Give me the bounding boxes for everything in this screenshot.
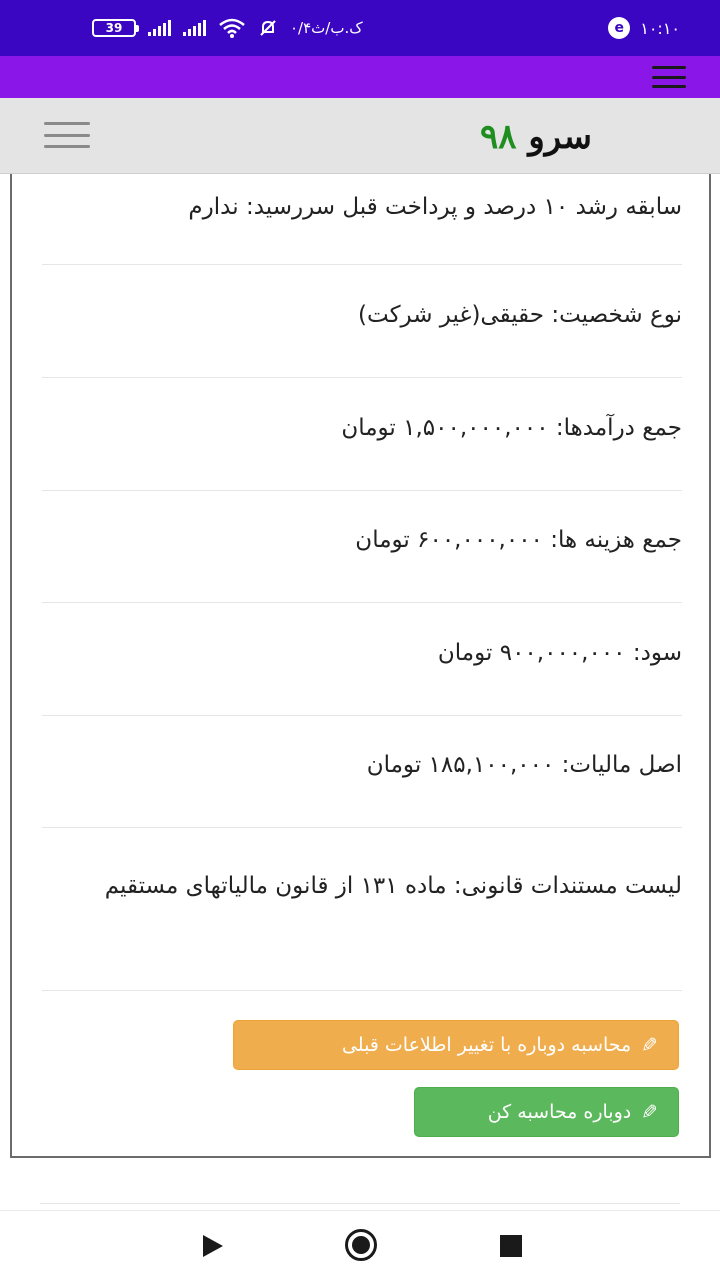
clock: ۱۰:۱۰ <box>640 18 680 38</box>
recalculate-button[interactable] <box>414 1087 679 1137</box>
result-total-expenses: جمع هزینه ها: ۶۰۰,۰۰۰,۰۰۰ تومان <box>42 517 682 603</box>
logo-word: سرو <box>528 117 593 157</box>
app-menu-icon[interactable] <box>652 66 686 88</box>
results-card <box>10 174 711 1158</box>
site-header <box>0 98 720 174</box>
result-person-type: نوع شخصیت: حقیقی(غیر شرکت) <box>42 292 682 378</box>
divider <box>40 1203 680 1204</box>
status-indicators <box>92 18 363 38</box>
back-icon[interactable] <box>203 1235 223 1257</box>
result-legal-documents: لیست مستندات قانونی: ماده ۱۳۱ از قانون مالیاتهای مستقیم <box>42 858 682 991</box>
signal-icon <box>148 20 171 36</box>
pencil-icon: ✎ <box>641 1033 658 1057</box>
navigation-bar <box>0 1210 720 1280</box>
status-clock-area <box>608 17 680 39</box>
app-bar <box>0 56 720 98</box>
network-speed: ۰/۴ک.ب/ث <box>290 19 363 37</box>
pencil-icon: ✎ <box>641 1100 658 1124</box>
battery-icon <box>92 19 136 37</box>
result-profit: سود: ۹۰۰,۰۰۰,۰۰۰ تومان <box>42 630 682 716</box>
recalculate-label: دوباره محاسبه کن <box>487 1101 632 1123</box>
wifi-icon <box>218 18 246 38</box>
logo-number: ۹۸ <box>480 117 517 157</box>
result-base-tax: اصل مالیات: ۱۸۵,۱۰۰,۰۰۰ تومان <box>42 742 682 828</box>
home-icon[interactable] <box>345 1229 377 1261</box>
result-total-income: جمع درآمدها: ۱,۵۰۰,۰۰۰,۰۰۰ تومان <box>42 405 682 491</box>
notifications-off-icon <box>258 18 278 38</box>
app-notification-icon: e <box>608 17 630 39</box>
recalculate-with-changes-button[interactable] <box>233 1020 679 1070</box>
battery-level: 39 <box>105 21 123 35</box>
result-growth-history: سابقه رشد ۱۰ درصد و پرداخت قبل سررسید: ندارم <box>42 184 682 265</box>
status-bar <box>0 0 720 56</box>
recalculate-with-changes-label: محاسبه دوباره با تغییر اطلاعات قبلی <box>341 1034 632 1056</box>
recent-apps-icon[interactable] <box>500 1235 522 1257</box>
signal-icon <box>183 20 206 36</box>
menu-toggle-icon[interactable] <box>44 122 90 148</box>
site-logo[interactable] <box>480 114 592 160</box>
